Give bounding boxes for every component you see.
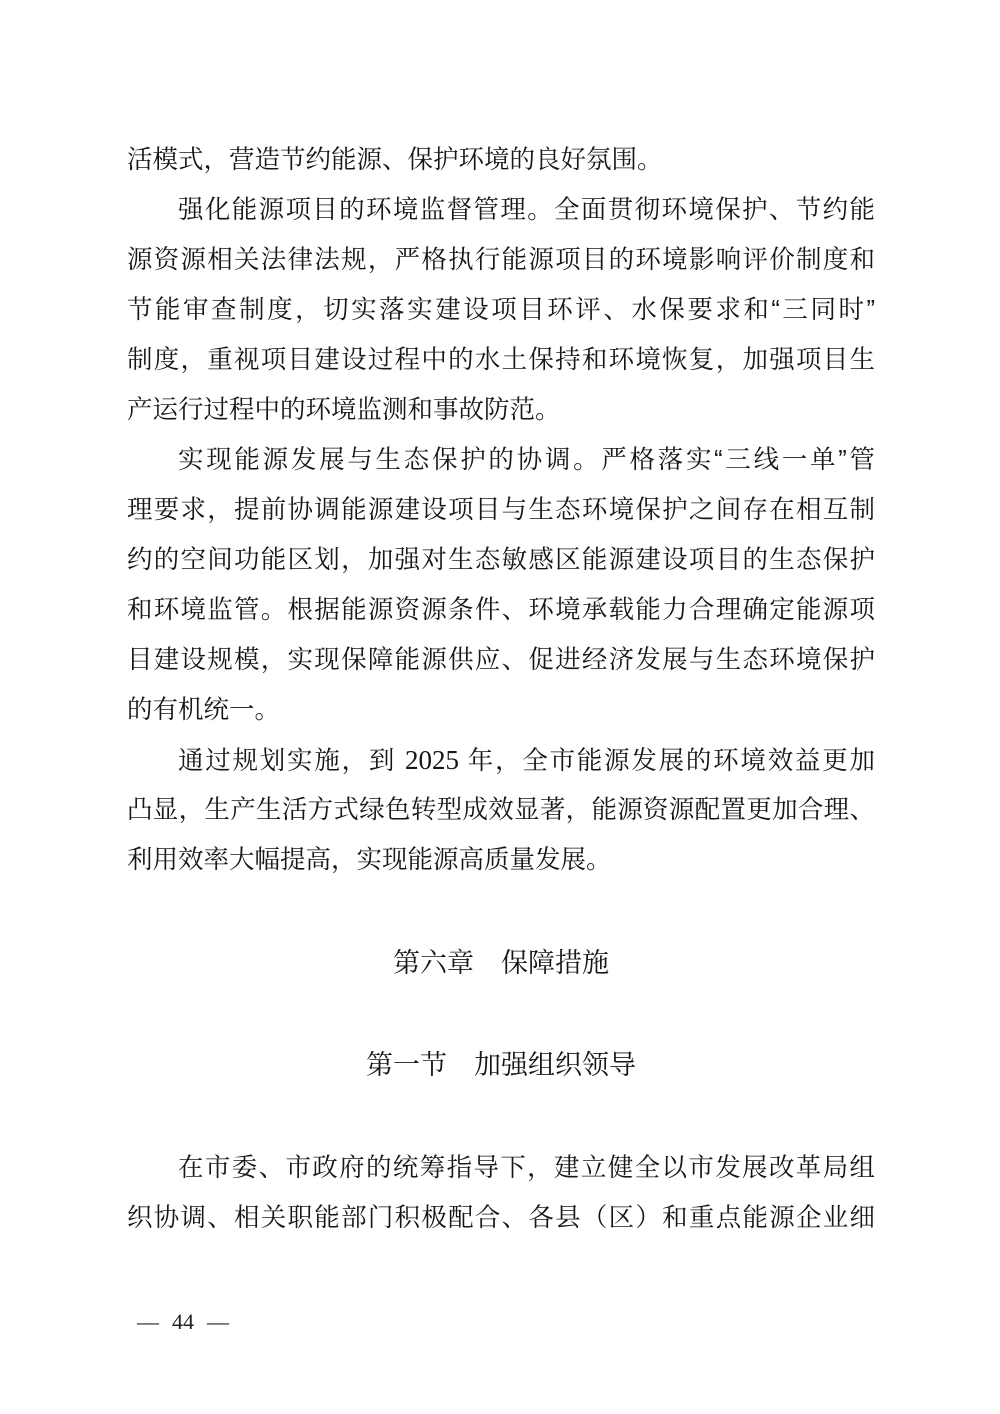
section-heading: 第一节 加强组织领导 (366, 1050, 636, 1080)
text-line: 实现能源发展与生态保护的协调。严格落实“三线一单”管 (178, 446, 875, 474)
text-line: 产运行过程中的环境监测和事故防范。 (127, 396, 561, 424)
paragraph (127, 135, 875, 185)
footer-dash-left: — (137, 1309, 159, 1334)
text-line: 源资源相关法律法规，严格执行能源项目的环境影响评价制度和 (127, 246, 875, 274)
footer-dash-right: — (207, 1309, 229, 1334)
paragraph (127, 435, 875, 735)
page-number: 44 (172, 1309, 194, 1334)
text-line: 织协调、相关职能部门积极配合、各县（区）和重点能源企业细 (127, 1204, 875, 1232)
text-line: 通过规划实施，到 2025 年，全市能源发展的环境效益更加 (178, 745, 875, 775)
text-line: 和环境监管。根据能源资源条件、环境承载能力合理确定能源项 (127, 596, 875, 624)
paragraph (127, 185, 875, 435)
text-line: 在市委、市政府的统筹指导下，建立健全以市发展改革局组 (178, 1154, 875, 1182)
text-line: 目建设规模，实现保障能源供应、促进经济发展与生态环境保护 (127, 646, 875, 674)
text-line: 制度，重视项目建设过程中的水土保持和环境恢复，加强项目生 (127, 346, 875, 374)
text-line: 利用效率大幅提高，实现能源高质量发展。 (127, 846, 612, 874)
text-line: 凸显，生产生活方式绿色转型成效显著，能源资源配置更加合理、 (127, 796, 875, 824)
chapter-heading: 第六章 保障措施 (393, 948, 609, 978)
text-line: 强化能源项目的环境监督管理。全面贯彻环境保护、节约能 (178, 196, 875, 224)
document-body (127, 135, 875, 1243)
paragraph (127, 735, 875, 885)
paragraph (127, 1143, 875, 1243)
text-line: 的有机统一。 (127, 696, 281, 724)
text-line: 节能审查制度，切实落实建设项目环评、水保要求和“三同时” (127, 296, 875, 324)
page-footer (137, 1307, 229, 1337)
text-line: 活模式，营造节约能源、保护环境的良好氛围。 (127, 146, 663, 174)
numeral: 2025 (404, 745, 459, 775)
text-line: 理要求，提前协调能源建设项目与生态环境保护之间存在相互制 (127, 496, 875, 524)
text-line: 约的空间功能区划，加强对生态敏感区能源建设项目的生态保护 (127, 546, 875, 574)
